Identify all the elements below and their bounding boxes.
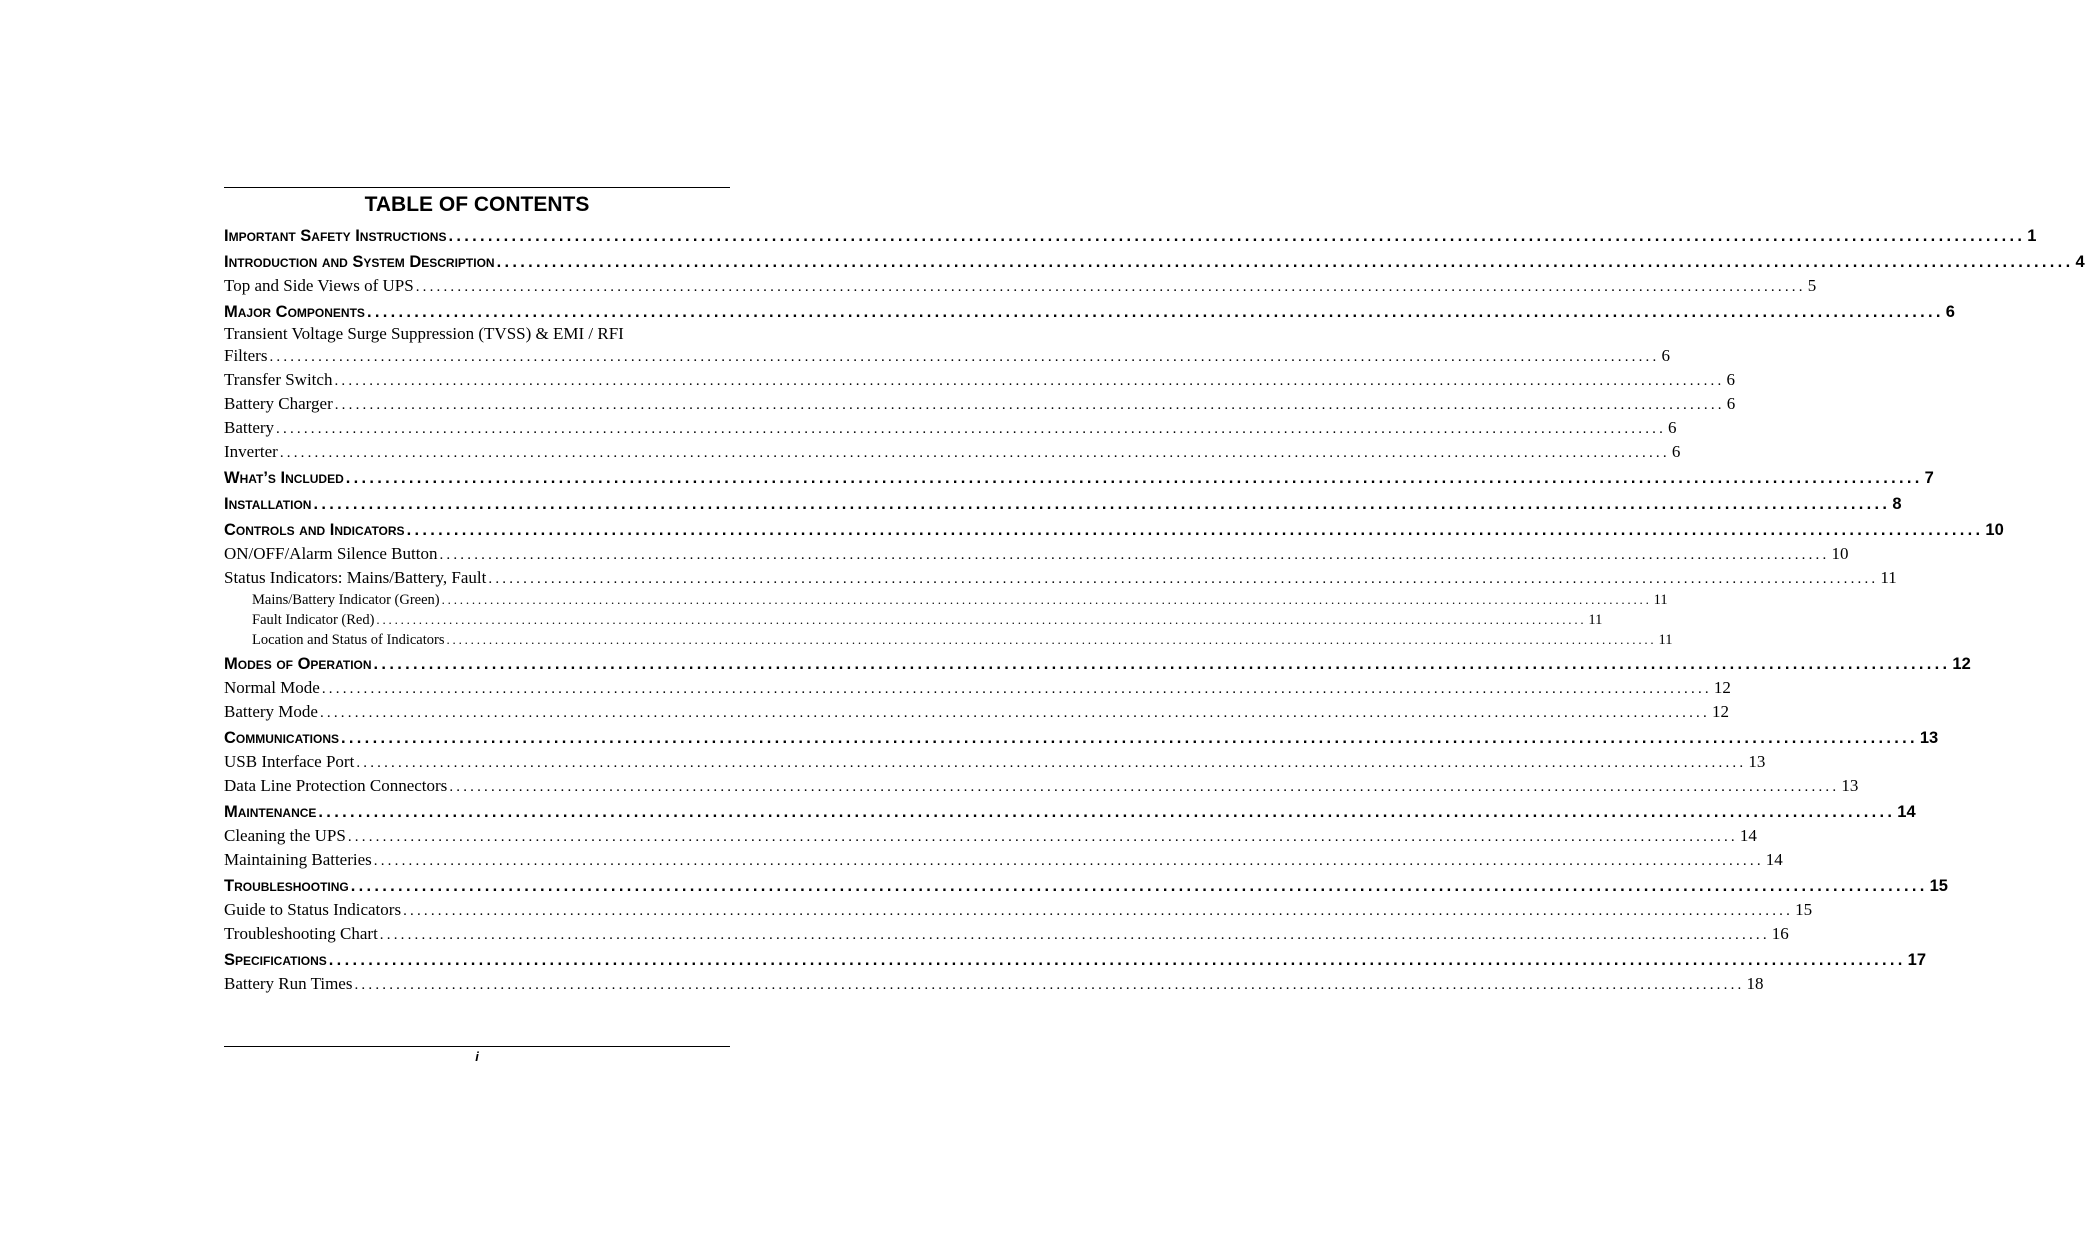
toc-entry-page: 11 <box>1880 568 1897 587</box>
toc-entry-label: Normal Mode <box>224 678 320 697</box>
toc-entry-label: Fault Indicator (Red) <box>252 612 375 628</box>
toc-entry[interactable] <box>224 750 1766 774</box>
toc-entry[interactable] <box>224 274 1817 298</box>
toc-entry[interactable] <box>224 848 1783 872</box>
toc-entry[interactable] <box>224 898 1813 922</box>
page-number: i <box>475 1049 479 1064</box>
toc-entry-page: 5 <box>1807 276 1817 295</box>
toc-entry-label: Maintenance <box>224 803 317 821</box>
toc-entry-page: 12 <box>1952 655 1971 673</box>
toc-entry-line: Transient Voltage Surge Suppression (TVSS) & EMI / RFI <box>224 324 624 343</box>
toc-entry-label: Troubleshooting <box>224 877 349 895</box>
dot-leader: ........................................................................................................................................................................................................ <box>403 903 1794 919</box>
bottom-rule <box>224 1046 730 1047</box>
toc-entry-page: 4 <box>2075 253 2085 271</box>
toc-entry-label: Top and Side Views of UPS <box>224 276 414 295</box>
toc-entry-page: 13 <box>1841 776 1859 795</box>
toc-entry-page: 7 <box>1924 469 1934 487</box>
toc-entry-page: 11 <box>1653 592 1668 608</box>
dot-leader: ........................................................................................................................................................................................................ <box>376 612 1587 627</box>
toc-entry[interactable] <box>224 466 1934 490</box>
toc-entry-page: 15 <box>1795 900 1813 919</box>
toc-entry-label: Major Components <box>224 303 365 321</box>
dot-leader: ........................................................................................................................................................................................................ <box>341 729 1918 747</box>
dot-leader: ........................................................................................................................................................................................................ <box>439 547 1830 563</box>
dot-leader: ........................................................................................................................................................................................................ <box>354 977 1745 993</box>
toc-entry[interactable] <box>224 800 1916 824</box>
toc-entry-label: Battery Mode <box>224 702 318 721</box>
toc-entry[interactable] <box>224 224 2037 248</box>
toc-entry-page: 13 <box>1748 752 1766 771</box>
toc-entry[interactable] <box>224 610 1603 630</box>
toc-entry-label: Important Safety Instructions <box>224 227 447 245</box>
dot-leader: ........................................................................................................................................................................................................ <box>441 592 1652 607</box>
dot-leader: ........................................................................................................................................................................................................ <box>373 853 1764 869</box>
dot-leader: ........................................................................................................................................................................................................ <box>279 445 1670 461</box>
toc-entry-label: Filters <box>224 346 268 365</box>
toc-entry-page: 14 <box>1765 850 1783 869</box>
toc-entry-page: 6 <box>1726 370 1735 389</box>
dot-leader: ........................................................................................................................................................................................................ <box>373 655 1951 673</box>
toc-entry[interactable] <box>224 300 1955 324</box>
top-rule <box>224 187 730 188</box>
dot-leader: ........................................................................................................................................................................................................ <box>415 279 1806 295</box>
dot-leader: ........................................................................................................................................................................................................ <box>488 571 1879 587</box>
toc-entry[interactable] <box>224 700 1729 724</box>
toc-entry-label: ON/OFF/Alarm Silence Button <box>224 544 438 563</box>
dot-leader: ........................................................................................................................................................................................................ <box>313 495 1891 513</box>
toc-page <box>224 187 2085 996</box>
toc-entry[interactable] <box>224 440 1681 464</box>
toc-entry-page: 10 <box>1985 521 2004 539</box>
toc-entry-page: 6 <box>1668 418 1677 437</box>
toc-entry-label: Communications <box>224 729 340 747</box>
toc-entry-label: Maintaining Batteries <box>224 850 372 869</box>
toc-entry-label: Mains/Battery Indicator (Green) <box>252 592 440 608</box>
toc-entry[interactable] <box>224 630 1673 650</box>
toc-entry[interactable] <box>224 922 1789 946</box>
toc-entry-label: Troubleshooting Chart <box>224 924 378 943</box>
dot-leader: ........................................................................................................................................................................................................ <box>334 397 1725 413</box>
toc-entry-page: 6 <box>1661 346 1670 365</box>
toc-entry[interactable] <box>224 344 1670 368</box>
toc-entry-page: 16 <box>1771 924 1789 943</box>
toc-entry-page: 6 <box>1945 303 1955 321</box>
toc-entry-label: Battery Run Times <box>224 974 353 993</box>
dot-leader: ........................................................................................................................................................................................................ <box>350 877 1928 895</box>
toc-entry-page: 12 <box>1713 678 1731 697</box>
toc-entry-label: Specifications <box>224 951 327 969</box>
dot-leader: ........................................................................................................................................................................................................ <box>406 521 1984 539</box>
toc-entry-label: Modes of Operation <box>224 655 372 673</box>
toc-entry-page: 11 <box>1658 632 1673 648</box>
toc-entry[interactable] <box>224 948 1926 972</box>
dot-leader: ........................................................................................................................................................................................................ <box>347 829 1738 845</box>
toc-entry[interactable] <box>224 368 1735 392</box>
toc-entry-label: Controls and Indicators <box>224 521 405 539</box>
dot-leader: ........................................................................................................................................................................................................ <box>318 803 1896 821</box>
dot-leader: ........................................................................................................................................................................................................ <box>356 755 1747 771</box>
toc-entry-label: Guide to Status Indicators <box>224 900 402 919</box>
toc-entry-page: 18 <box>1746 974 1764 993</box>
dot-leader: ........................................................................................................................................................................................................ <box>321 681 1712 697</box>
toc-entry-label: What’s Included <box>224 469 344 487</box>
dot-leader: ........................................................................................................................................................................................................ <box>446 632 1657 647</box>
toc-entry[interactable] <box>224 874 1948 898</box>
toc-entry[interactable] <box>224 518 2004 542</box>
toc-entry[interactable] <box>224 726 1939 750</box>
toc-entry[interactable] <box>224 652 1971 676</box>
toc-entry-page: 11 <box>1588 612 1603 628</box>
toc-entry[interactable] <box>224 590 1668 610</box>
toc-entry-page: 6 <box>1726 394 1736 413</box>
toc-entry-label: Transfer Switch <box>224 370 333 389</box>
dot-leader: ........................................................................................................................................................................................................ <box>269 349 1660 365</box>
toc-entry-page: 14 <box>1739 826 1757 845</box>
toc-entry[interactable] <box>224 566 1897 590</box>
toc-entry[interactable] <box>224 774 1859 798</box>
dot-leader: ........................................................................................................................................................................................................ <box>319 705 1710 721</box>
toc-entry-label: Status Indicators: Mains/Battery, Fault <box>224 568 487 587</box>
toc-entry-label: Battery Charger <box>224 394 333 413</box>
toc-entry-page: 17 <box>1907 951 1926 969</box>
toc-entry-label: Battery <box>224 418 275 437</box>
dot-leader: ........................................................................................................................................................................................................ <box>276 421 1667 437</box>
dot-leader: ........................................................................................................................................................................................................ <box>449 779 1840 795</box>
toc-entry[interactable] <box>224 416 1677 440</box>
dot-leader: ........................................................................................................................................................................................................ <box>448 227 2026 245</box>
toc-entry[interactable] <box>224 492 1902 516</box>
dot-leader: ........................................................................................................................................................................................................ <box>334 373 1725 389</box>
toc-entry-page: 1 <box>2027 227 2037 245</box>
dot-leader: ........................................................................................................................................................................................................ <box>496 253 2074 271</box>
toc-entry-label: USB Interface Port <box>224 752 355 771</box>
toc-entry[interactable] <box>224 250 2085 274</box>
toc-entry[interactable] <box>224 676 1731 700</box>
toc-entry-page: 13 <box>1919 729 1939 747</box>
page-title: TABLE OF CONTENTS <box>364 193 590 216</box>
toc-entry-label: Cleaning the UPS <box>224 826 346 845</box>
toc-entry-label: Installation <box>224 495 312 513</box>
dot-leader: ........................................................................................................................................................................................................ <box>328 951 1906 969</box>
toc-entry[interactable] <box>224 392 1736 416</box>
toc-entry-page: 10 <box>1831 544 1849 563</box>
toc-entry-page: 6 <box>1671 442 1681 461</box>
toc-entry-page: 14 <box>1897 803 1916 821</box>
dot-leader: ........................................................................................................................................................................................................ <box>345 469 1923 487</box>
toc-entry-page: 12 <box>1711 702 1729 721</box>
toc-entry[interactable] <box>224 824 1757 848</box>
toc-entry-label: Data Line Protection Connectors <box>224 776 448 795</box>
toc-entry-label: Location and Status of Indicators <box>252 632 445 648</box>
toc-entry[interactable] <box>224 542 1849 566</box>
toc-entry-page: 15 <box>1929 877 1948 895</box>
dot-leader: ........................................................................................................................................................................................................ <box>379 927 1770 943</box>
toc-entry-label: Introduction and System Description <box>224 253 495 271</box>
toc-list <box>224 224 2085 996</box>
toc-entry-label: Inverter <box>224 442 278 461</box>
toc-entry-page: 8 <box>1892 495 1902 513</box>
dot-leader: ........................................................................................................................................................................................................ <box>366 303 1944 321</box>
toc-entry[interactable] <box>224 972 1764 996</box>
